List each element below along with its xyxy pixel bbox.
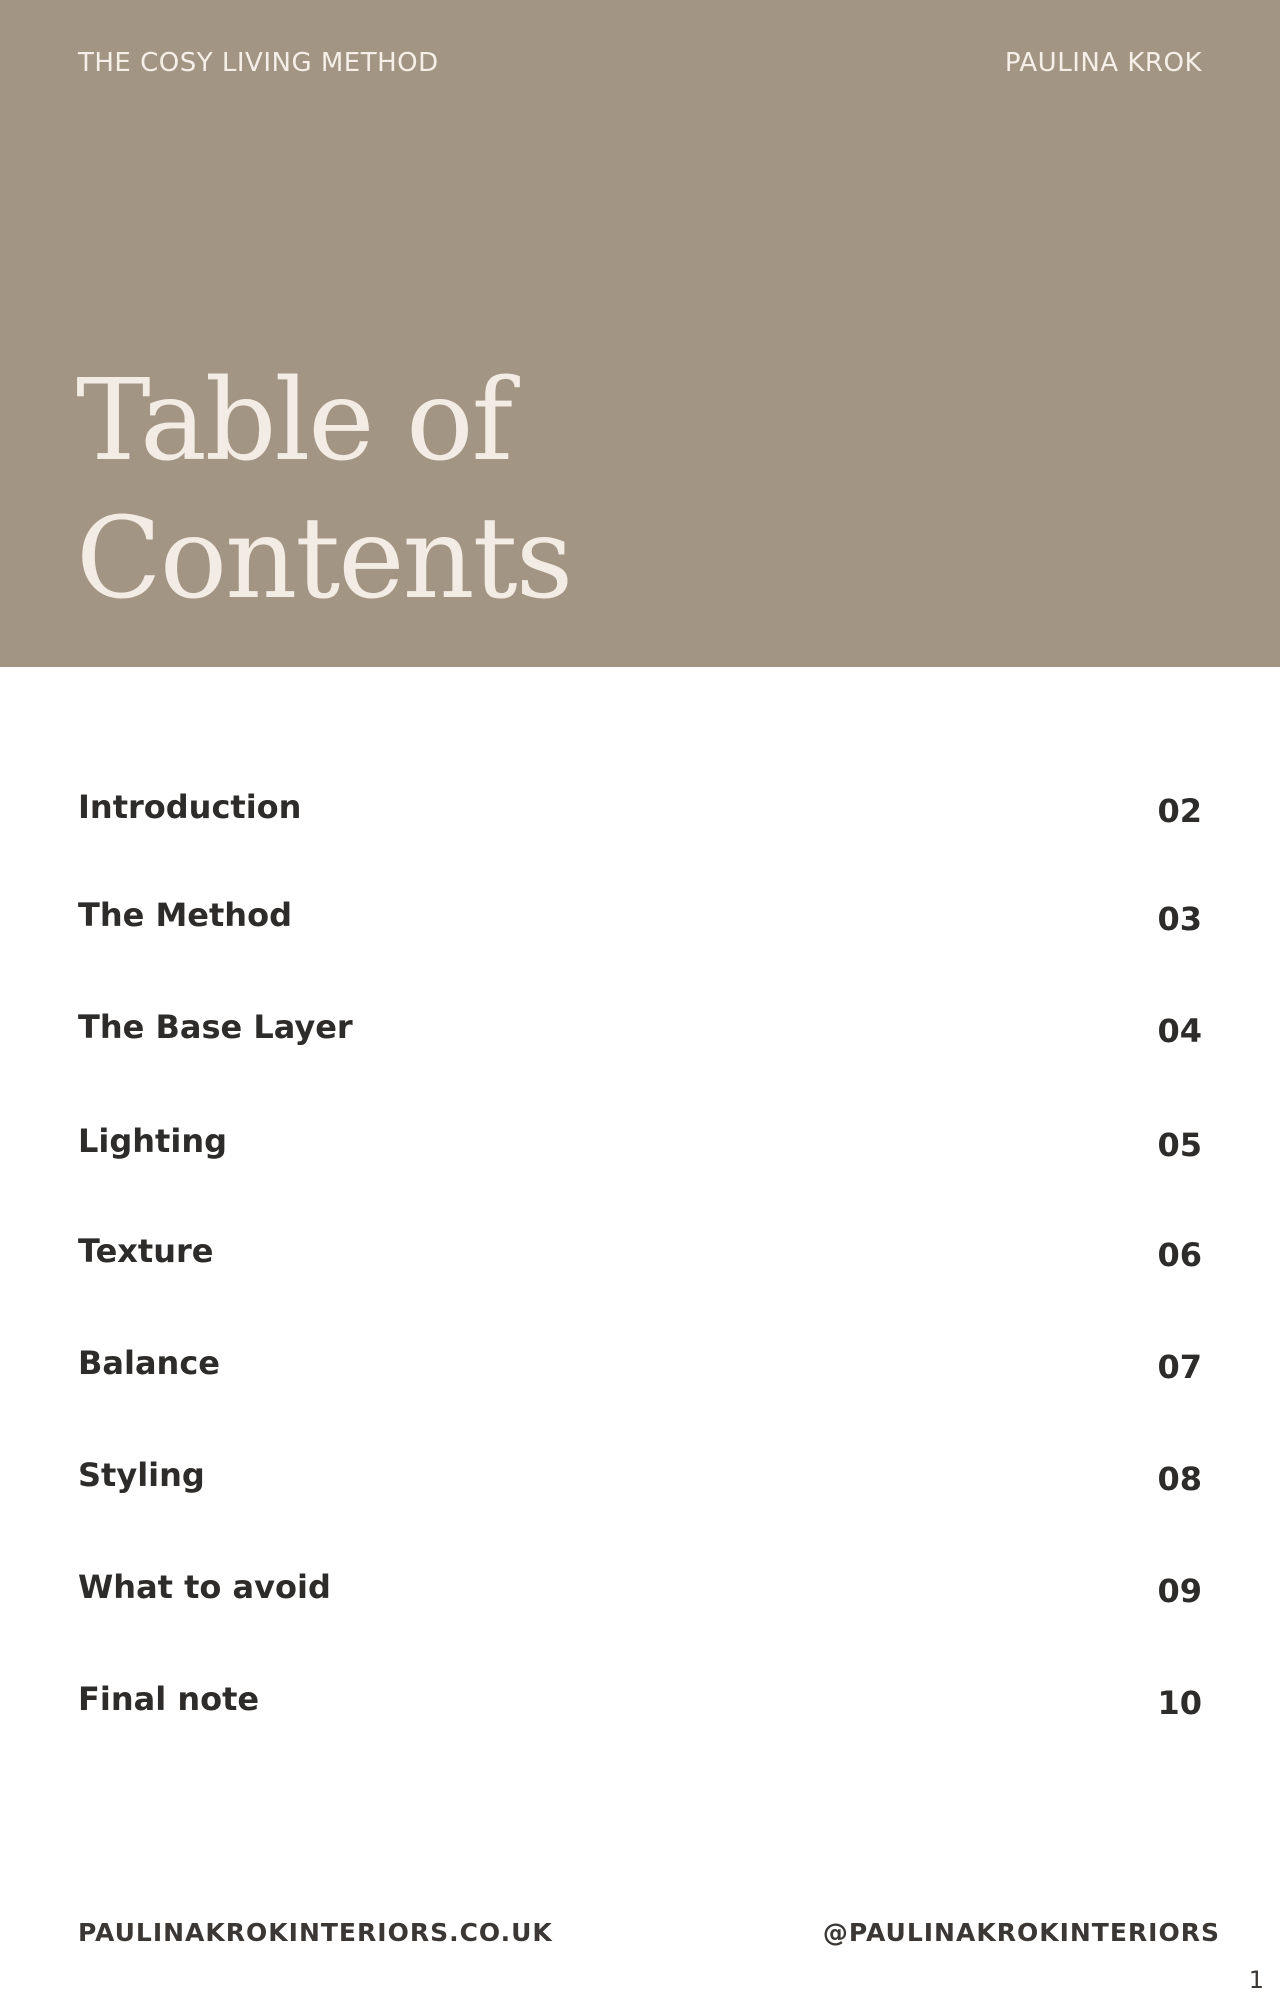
toc-row-what-to-avoid[interactable] [78,1568,1202,1618]
toc-page-number: 05 [1157,1126,1202,1164]
footer-website[interactable]: PAULINAKROKINTERIORS.CO.UK [78,1918,553,1947]
toc-label: Texture [78,1232,214,1270]
toc-row-lighting[interactable] [78,1122,1202,1172]
toc-label: What to avoid [78,1568,331,1606]
toc-row-introduction[interactable] [78,788,1202,838]
toc-row-balance[interactable] [78,1344,1202,1394]
toc-label: The Base Layer [78,1008,353,1046]
toc-row-the-base-layer[interactable] [78,1008,1202,1058]
toc-label: Introduction [78,788,302,826]
footer-social-handle[interactable]: @PAULINAKROKINTERIORS [822,1918,1220,1947]
toc-label: Styling [78,1456,205,1494]
page-title [76,352,571,628]
toc-page-number: 07 [1157,1348,1202,1386]
header-banner [0,0,1280,667]
toc-row-texture[interactable] [78,1232,1202,1282]
toc-page-number: 04 [1157,1012,1202,1050]
toc-page-number: 03 [1157,900,1202,938]
toc-label: Balance [78,1344,220,1382]
toc-row-final-note[interactable] [78,1680,1202,1730]
toc-label: Lighting [78,1122,227,1160]
series-title: THE COSY LIVING METHOD [78,48,439,78]
toc-page-number: 02 [1157,792,1202,830]
toc-page-number: 10 [1157,1684,1202,1722]
toc-label: The Method [78,896,292,934]
toc-page-number: 08 [1157,1460,1202,1498]
page-title-line-1: Table of [76,356,512,486]
author-name: PAULINA KROK [1004,48,1202,78]
page-number: 1 [1248,1966,1264,1994]
toc-row-the-method[interactable] [78,896,1202,946]
toc-page-number: 09 [1157,1572,1202,1610]
toc-page-number: 06 [1157,1236,1202,1274]
page-title-line-2: Contents [76,494,572,624]
toc-label: Final note [78,1680,260,1718]
toc-row-styling[interactable] [78,1456,1202,1506]
